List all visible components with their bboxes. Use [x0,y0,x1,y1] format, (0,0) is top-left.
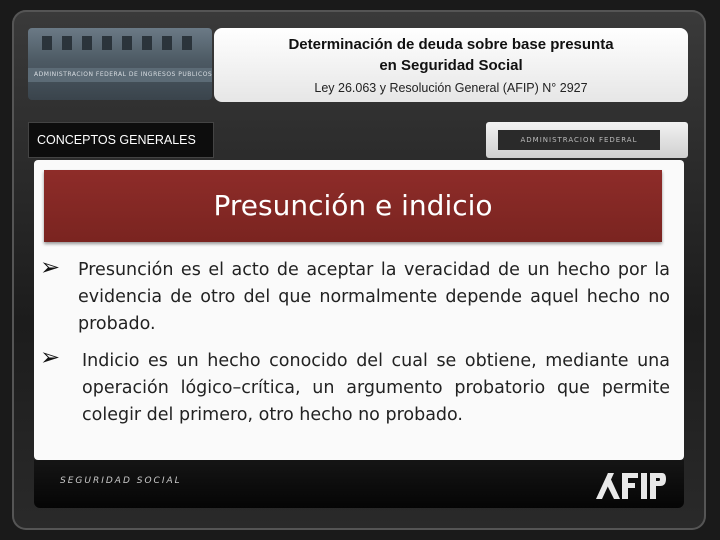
arrow-bullet-icon: ➢ [40,344,61,371]
bullet-indicio: Indicio es un hecho conocido del cual se obtiene, mediante una operación lógico–crítica, un argumento probatorio que permite colegir del primero, otro hecho no probado. [82,351,670,425]
window-shape [122,36,132,50]
window-shape [82,36,92,50]
bullet-presuncion: Presunción es el acto de aceptar la veracidad de un hecho por la evidencia de otro del que normalmente depende aquel hecho no probado. [78,260,670,334]
window-shape [102,36,112,50]
page-title-line1: Determinación de deuda sobre base presunta [288,36,614,53]
building-photo [28,28,212,100]
arrow-bullet-icon: ➢ [40,254,61,281]
agency-label: ADMINISTRACION FEDERAL [498,130,660,150]
footer-label: SEGURIDAD SOCIAL [60,476,182,486]
title-box [214,28,688,102]
footer-bar [34,460,684,508]
afip-logo-icon [594,467,668,501]
page-subtitle: Ley 26.063 y Resolución General (AFIP) N° 2927 [314,81,588,95]
window-shape [42,36,52,50]
page-title-line2: en Seguridad Social [379,57,523,74]
window-shape [142,36,152,50]
building-inscription: ADMINISTRACION FEDERAL DE INGRESOS PUBLICOS [28,68,212,82]
section-label: CONCEPTOS GENERALES [28,122,214,158]
window-shape [62,36,72,50]
agency-banner [486,122,688,158]
window-shape [182,36,192,50]
window-shape [162,36,172,50]
slide-heading: Presunción e indicio [44,170,662,242]
